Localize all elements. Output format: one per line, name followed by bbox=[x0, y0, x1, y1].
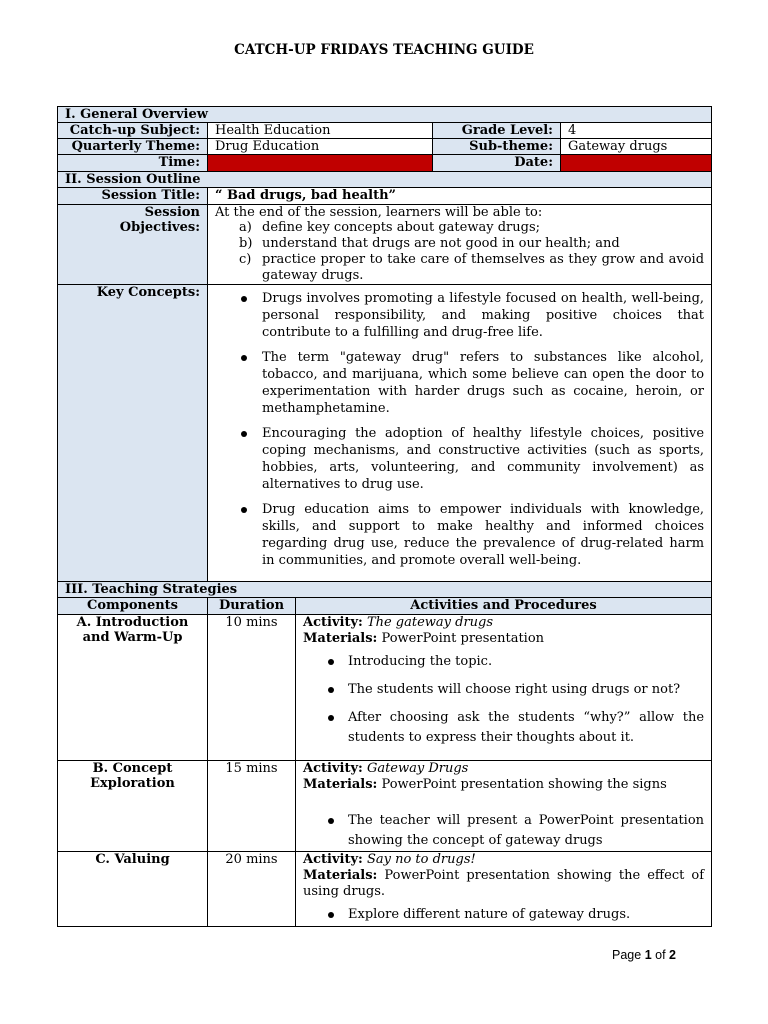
key-concept-text: Drug education aims to empower individuals with knowledge, skills, and support to make healthy and informed choices regarding drug use, reduce the prevalence of drug-related harm in communities, and promote overall well-being. bbox=[262, 502, 705, 568]
session-title-row bbox=[58, 188, 712, 205]
objective-text: understand that drugs are not good in our health; and bbox=[262, 236, 620, 251]
list-item bbox=[303, 652, 704, 672]
session-objectives-label-cell bbox=[58, 205, 208, 285]
duration-value: 10 mins bbox=[208, 615, 296, 761]
general-overview-heading-row bbox=[58, 107, 712, 123]
key-concept-text: Encouraging the adoption of healthy lifestyle choices, positive coping mechanisms, and constructive activities (such as sports, hobbies, arts, volunteering, and community involvement) as alternatives to drug use. bbox=[262, 426, 705, 492]
activity-title: The gateway drugs bbox=[366, 615, 494, 630]
component-name: A. Introduction and Warm-Up bbox=[58, 615, 208, 761]
list-item bbox=[215, 220, 704, 236]
procedure-text: After choosing ask the students “why?” allow the students to express their thoughts about it. bbox=[348, 710, 705, 745]
components-header: Components bbox=[58, 598, 208, 615]
list-item bbox=[215, 252, 704, 284]
teaching-guide-table bbox=[57, 106, 712, 927]
strategy-row bbox=[58, 761, 712, 852]
time-value-redacted bbox=[208, 155, 433, 172]
procedure-text: The students will choose right using drugs or not? bbox=[348, 682, 681, 697]
subject-label: Catch-up Subject: bbox=[58, 123, 208, 139]
component-name: C. Valuing bbox=[58, 852, 208, 927]
current-page-number: 1 bbox=[644, 948, 652, 962]
activity-label: Activity: bbox=[303, 761, 363, 776]
page-footer bbox=[612, 947, 676, 963]
subject-value: Health Education bbox=[208, 123, 433, 139]
teaching-strategies-heading: III. Teaching Strategies bbox=[58, 582, 712, 598]
materials-label: Materials: bbox=[303, 631, 378, 646]
document-title: CATCH-UP FRIDAYS TEACHING GUIDE bbox=[234, 42, 534, 58]
objective-text: define key concepts about gateway drugs; bbox=[262, 220, 540, 235]
list-item bbox=[215, 425, 704, 493]
session-objectives-row bbox=[58, 205, 712, 285]
materials-text: PowerPoint presentation showing the signs bbox=[381, 777, 667, 792]
list-item bbox=[303, 708, 704, 748]
time-date-row bbox=[58, 155, 712, 172]
procedure-text: Introducing the topic. bbox=[348, 654, 493, 669]
session-title-value: “ Bad drugs, bad health” bbox=[208, 188, 712, 205]
bullet-icon bbox=[328, 715, 334, 721]
bullet-icon bbox=[328, 659, 334, 665]
activities-content bbox=[296, 615, 712, 761]
list-marker: a) bbox=[239, 220, 252, 235]
bullet-icon bbox=[328, 687, 334, 693]
key-concepts-content bbox=[208, 285, 712, 582]
materials-line bbox=[303, 777, 704, 793]
list-item bbox=[303, 811, 704, 851]
session-outline-heading: II. Session Outline bbox=[58, 172, 712, 188]
activity-title: Gateway Drugs bbox=[366, 761, 469, 776]
session-title-label: Session Title: bbox=[58, 188, 208, 205]
objectives-list bbox=[215, 220, 704, 284]
key-concept-text: The term "gateway drug" refers to substances like alcohol, tobacco, and marijuana, which some believe can open the door to experimentation with harder drugs such as cocaine, heroin, or methamphetamine. bbox=[262, 350, 705, 416]
bullet-icon bbox=[241, 355, 247, 361]
list-item bbox=[215, 236, 704, 252]
date-label: Date: bbox=[433, 155, 561, 172]
quarterly-theme-value: Drug Education bbox=[208, 139, 433, 155]
activity-label: Activity: bbox=[303, 615, 363, 630]
bullet-icon bbox=[328, 818, 334, 824]
subject-row bbox=[58, 123, 712, 139]
activity-line bbox=[303, 852, 704, 868]
page-word: Page bbox=[612, 948, 642, 962]
activity-line bbox=[303, 615, 704, 631]
procedures-list bbox=[303, 811, 704, 851]
materials-label: Materials: bbox=[303, 868, 378, 883]
activity-label: Activity: bbox=[303, 852, 363, 867]
grade-level-value: 4 bbox=[561, 123, 712, 139]
key-concepts-label: Key Concepts: bbox=[58, 285, 208, 582]
session-objectives-content bbox=[208, 205, 712, 285]
sub-theme-label: Sub-theme: bbox=[433, 139, 561, 155]
total-pages-number: 2 bbox=[669, 948, 676, 962]
theme-row bbox=[58, 139, 712, 155]
key-concepts-row bbox=[58, 285, 712, 582]
key-concepts-list bbox=[215, 290, 704, 569]
materials-line bbox=[303, 631, 704, 647]
activities-content bbox=[296, 761, 712, 852]
sub-theme-value: Gateway drugs bbox=[561, 139, 712, 155]
objective-text: practice proper to take care of themselves as they grow and avoid gateway drugs. bbox=[262, 252, 705, 283]
bullet-icon bbox=[241, 431, 247, 437]
list-item bbox=[215, 290, 704, 341]
duration-header: Duration bbox=[208, 598, 296, 615]
teaching-strategies-heading-row bbox=[58, 582, 712, 598]
materials-line bbox=[303, 868, 704, 900]
component-name: B. Concept Exploration bbox=[58, 761, 208, 852]
materials-label: Materials: bbox=[303, 777, 378, 792]
time-label: Time: bbox=[58, 155, 208, 172]
list-item bbox=[303, 680, 704, 700]
list-item bbox=[303, 905, 704, 925]
procedure-text: The teacher will present a PowerPoint presentation showing the concept of gateway drugs bbox=[348, 813, 705, 848]
activity-title: Say no to drugs! bbox=[366, 852, 476, 867]
key-concept-text: Drugs involves promoting a lifestyle focused on health, well-being, personal responsibility, and making positive choices that contribute to a fulfilling and drug-free life. bbox=[262, 291, 705, 340]
general-overview-heading: I. General Overview bbox=[58, 107, 712, 123]
list-item bbox=[215, 349, 704, 417]
bullet-icon bbox=[328, 912, 334, 918]
list-marker: b) bbox=[239, 236, 253, 251]
session-objectives-label: Session Objectives: bbox=[119, 205, 200, 235]
procedure-text: Explore different nature of gateway drugs. bbox=[348, 907, 631, 922]
objectives-intro: At the end of the session, learners will be able to: bbox=[215, 205, 543, 220]
materials-text: PowerPoint presentation bbox=[381, 631, 545, 646]
quarterly-theme-label: Quarterly Theme: bbox=[58, 139, 208, 155]
grade-level-label: Grade Level: bbox=[433, 123, 561, 139]
list-item bbox=[215, 501, 704, 569]
duration-value: 20 mins bbox=[208, 852, 296, 927]
session-outline-heading-row bbox=[58, 172, 712, 188]
date-value-redacted bbox=[561, 155, 712, 172]
bullet-icon bbox=[241, 296, 247, 302]
duration-value: 15 mins bbox=[208, 761, 296, 852]
activities-header: Activities and Procedures bbox=[296, 598, 712, 615]
of-word: of bbox=[655, 948, 666, 962]
strategy-row bbox=[58, 615, 712, 761]
materials-text: PowerPoint presentation showing the effect of using drugs. bbox=[303, 868, 705, 899]
strategy-row bbox=[58, 852, 712, 927]
bullet-icon bbox=[241, 507, 247, 513]
list-marker: c) bbox=[239, 252, 252, 267]
column-header-row bbox=[58, 598, 712, 615]
procedures-list bbox=[303, 652, 704, 748]
activity-line bbox=[303, 761, 704, 777]
activities-content bbox=[296, 852, 712, 927]
procedures-list bbox=[303, 905, 704, 925]
